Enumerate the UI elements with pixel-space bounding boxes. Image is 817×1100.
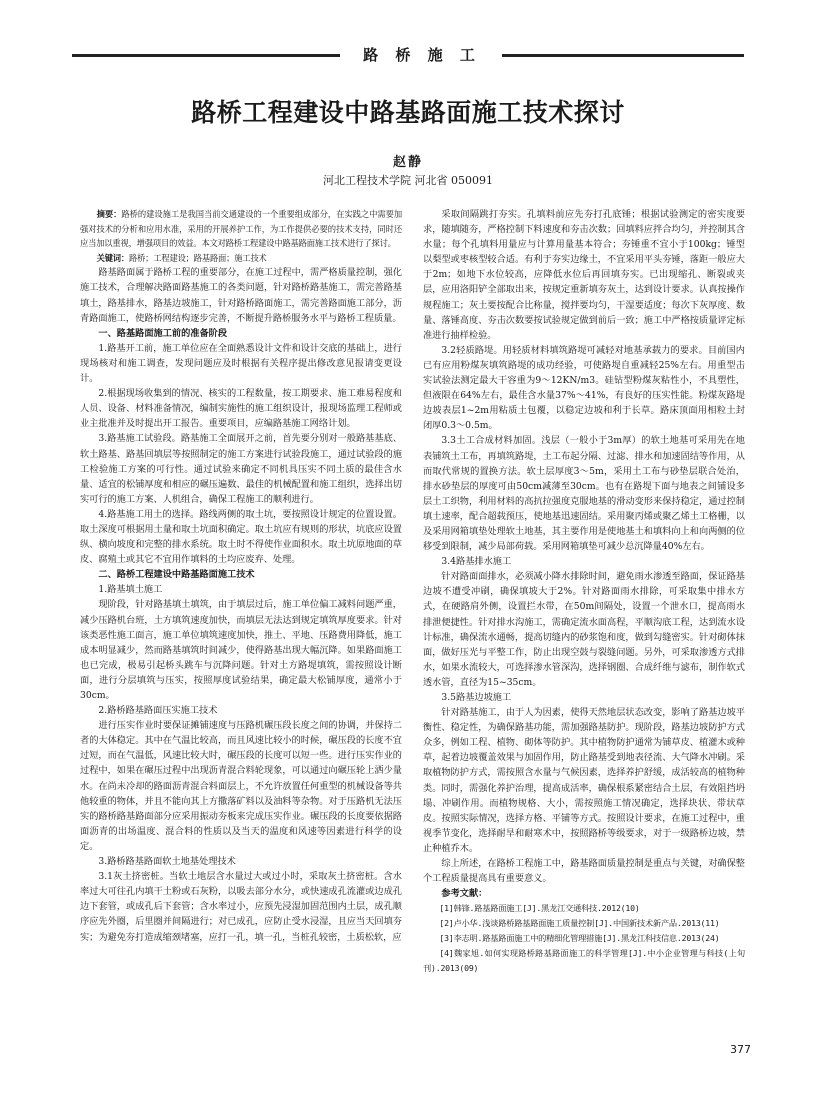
keywords	[80, 251, 402, 266]
paragraph: 采取间隔跳打夯实。孔填料前应先夯打孔底锤；根据试验测定的密实度要求，随填随夯，严格控制下料速度和夯击次数；回填料应拌合均匀，并控制其含水量；每个孔填料用量应与计算用量基本符合；夯锤重不宜小于100kg；锤型以梨型或枣核型较合适。有利于夯实边缘土，不宜采用平头夯锤，落距一般应大于2m；如地下水位较高，应降低水位后再回填夯实。已出现缩孔、断裂或夹层，应用洛阳铲全部取出来，按规定重新填夯灰土，达到设计要求。认真按操作规程施工；灰土要按配合比称量，搅拌要均匀，干湿要适度；每次下灰厚度、数量、落锤高度、夯击次数要按试验规定做到前后一致；施工中严格按质量评定标准进行抽样检验。	[423, 209, 745, 341]
journal-section-header	[72, 44, 744, 66]
left-body	[80, 265, 402, 944]
article-author: 赵静	[392, 155, 423, 170]
paragraph: 2.根据现场收集到的情况、核实的工程数量，按工期要求、施工难易程度和人员、设备、材料准备情况，编制实施性的施工组织设计，报现场监理工程师或业主批准并及时提出开工报告。重要项目，应编路基施工网络计划。	[80, 388, 402, 430]
left-column	[80, 207, 402, 945]
references-title: 参考文献：	[441, 888, 488, 900]
reference-item: [1]韩锋.路基路面施工[J].黑龙江交通科技.2012(10)	[439, 903, 640, 914]
keywords-text: 路桥；工程建设；路基路面；施工技术	[128, 252, 267, 263]
section-heading: 二、路桥工程建设中路基路面施工技术	[98, 569, 255, 581]
reference-item: [4]魏家旭.如何实现路桥路基路面施工的科学管理[J].中小企业管理与科技(上旬刊).2013(09)	[423, 947, 745, 973]
paragraph: 4.路基施工用土的选择。路线两侧的取土坑，要按照设计规定的位置设置。取土深度可根据用土量和取土坑面积确定。取土坑应有规则的形状，坑底应设置纵、横向坡度和完整的排水系统。取土时不得使作业面积水。取土坑原地面的草皮、腐殖土或其它不宜用作填料的土均应废弃、处理。	[80, 508, 402, 566]
paragraph: 3.1灰土挤密桩。当软土地层含水量过大或过小时，采取灰土挤密桩。含水率过大可往孔内填干土粉或石灰粉，以吸去部分水分，或快速成孔流灌或边成孔边下套管，或成孔后下套管；含水率过小，应预先浸湿加固范围内土层，成孔顺序应先外圈，后里圈并间隔进行；对已成孔，应防止受水浸湿，且应当天回填夯实；为避免夯打造成缩颈堵塞，应打一孔，填一孔，当桩孔较密，土质松软，应	[80, 871, 402, 943]
reference-list	[423, 901, 745, 975]
paragraph: 针对路面面排水，必须减小降水排除时间，避免雨水渗透至路面，保证路基边坡不遭受冲刷，确保填坡大于2%。针对路面雨水排除，可采取集中排水方式，在硬路肩外侧，设置拦水带，在50m间隔处，设置一个泄水口，提高雨水排泄便捷性。针对排水沟施工，需确定流水面高程，平顺沟底工程，达到流水设计标准，确保流水通畅，提高切缝内的砂浆饱和度，做到勾缝密实。针对砌体抹面，做好压光与平整工作，防止出现空鼓与裂缝问题。另外，可采取渗透方式排水，如果水流较大，可选择渗水管深沟，选择钢圈、合成纤维与滤布，制作软式透水管，直径为15~35cm。	[423, 571, 745, 688]
paragraph: 综上所述，在路桥工程施工中，路基路面质量控制是重点与关键，对确保整个工程质量提高具有重要意义。	[423, 858, 745, 885]
page-number: 377	[730, 1043, 751, 1056]
paragraph: 进行压实作业时要保证摊铺速度与压路机碾压段长度之间的协调，并保持二者的大体稳定。其中在气温比较高，而且风速比较小的时候，碾压段的长度不宜过短，而在气温低，风速比较大时，碾压段的长度可以短一些。进行压实作业的过程中，如果在碾压过程中出现沥青混合料轮现象，可以通过向碾压轮上洒少量水。在尚未冷却的路面沥青混合料面层上，不允许放置任何重型的机械设备等共他较重的物体，并且不能向其上方撒落矿料以及油料等杂物。对于压路机无法压实的路桥路基路面部分应采用振动夯板来完成压实作业。碾压段的长度要依据路面沥青的出场温度、混合料的性质以及当天的温度和风速等因素进行科学的设定。	[80, 720, 402, 852]
keywords-label: 关键词：	[96, 252, 129, 263]
reference-item: [2]卢小华.浅谈路桥路基路面施工质量控制[J].中国新技术新产品.2013(11)	[439, 918, 720, 929]
paragraph: 3.3土工合成材料加固。浅层（一般小于3m厚）的软土地基可采用先在地表铺筑土工布，再填筑路堤，土工布起分隔、过滤、排水和加速固结等作用，从而取代常规的置换方法。软土层厚度3～5m，采用土工布与砂垫层联合处治，排水砂垫层的厚度可由50cm减薄至30cm。也有在路堤下面与地表之间铺设多层土工织物，利用材料的高抗拉强度克服地基的滑动变形来保持稳定，通过控制填土速率，配合超载预压，使地基迅速固结。采用聚丙烯或聚乙烯土工格栅，以及采用网箱填垫处理软土地基，其主要作用是使地基土和填料向上和向两侧的位移受到限制，减少局部荷载。采用网箱填垫可减少总沉降量40%左右。	[423, 435, 745, 553]
section-heading: 3.路桥路基路面软土地基处理技术	[98, 856, 236, 868]
reference-item: [3]李志明.路基路面施工中的精细化管理措施[J].黑龙江科技信息.2013(24)	[439, 932, 720, 943]
section-heading: 1.路基填土施工	[98, 584, 163, 596]
paragraph: 1.路基开工前，施工单位应在全面熟悉设计文件和设计交底的基础上，进行现场核对和施工调查，发现问题应及时根据有关程序提出修改意见报请变更设计。	[80, 342, 402, 385]
article-title: 路桥工程建设中路基路面施工技术探讨	[191, 98, 625, 127]
section-heading: 一、路基路面施工前的准备阶段	[98, 327, 228, 339]
abstract	[80, 207, 402, 251]
right-body	[423, 207, 745, 886]
header-rule-right	[502, 54, 744, 57]
section-heading: 3.4路基排水施工	[441, 556, 512, 568]
paragraph: 3.2轻质路堤。用轻质材料填筑路堤可减轻对地基承载力的要求。目前国内已有应用粉煤灰填筑路堤的成功经验，可使路堤自重减轻25%左右。用重型击实试验法测定最大干容重为9～12KN/m3。硅钻型粉煤灰粘性小，不具塑性，但液限在64%左右，最佳含水量37%～41%，有良好的压实性能。粉煤灰路堤边坡表层1~2m用粘质土包覆，以稳定边坡和利于长草。路床顶面用相粒土封闭厚0.3～0.5m。	[423, 344, 745, 432]
paragraph: 路基路面属于路桥工程的重要部分，在施工过程中，需严格质量控制，强化施工技术，合理解决路面路基施工的各类问题，针对路桥路基施工，需完善路基填土，路基排水，路基边坡施工，针对路桥路面施工，需完善路面施工部分，沥青路面施工，使路桥网结构逐步完善，不断提升路桥服务水平与路桥工程质量。	[80, 267, 402, 324]
section-label: 路 桥 施 工	[363, 46, 481, 64]
author-affiliation: 河北工程技术学院 河北省 050091	[323, 174, 493, 187]
right-column	[423, 207, 745, 975]
abstract-label: 摘要：	[96, 209, 122, 219]
paragraph: 3.路基施工试验段。路基施工全面展开之前，首先要分别对一般路基基底、软土路基、路基回填层等按照制定的施工方案进行试验段施工，通过试验段的施工检验施工方案的可行性。通过试验来确定不同机具压实不同土质的最佳含水量、适宜的松铺厚度和相应的碾压遍数、最佳的机械配置和施工组织，选择出切实可行的施工方案、人机组合，确保工程施工的顺利进行。	[80, 433, 402, 505]
paragraph: 针对路基施工，由于人为因素，使得天然地层状态改变，影响了路基边坡平衡性、稳定性，为确保路基功能，需加强路基防护。现阶段，路基边坡防护方式众多，例如工程、植物、砌体等防护。其中植物防护通常为铺草皮、植灌木或种草，起着边坡覆盖效果与加固作用，防止路基受到地表径流、大气降水冲刷。采取植物防护方式，需按照含水量与气候因素，选择养护舒缓，成活较高的植物种类。同时，需强化养护治理，提高成活率，确保根系紧密结合土层，有效阻挡坍塌、冲刷作用。而植物规格、大小，需按照施工情况确定，选择块状、带状草皮。按照实际情况，选择方格、平铺等方式。按照设计要求，在施工过程中，重视季节变化，选择耐旱和耐寒术中，按照路桥等级要求，对于一级路桥边坡，禁止种植乔木。	[423, 707, 745, 854]
abstract-text: 路桥的建设施工是我国当前交通建设的一个重要组成部分，在实践之中需要加强对技术的分析和应用水准，采用的开展养护工作，为工作提供必要的技术支持，同时还应当加以重视，增强项目的效益。本文对路桥工程建设中路基路面施工技术进行了探讨。	[80, 209, 402, 249]
paragraph: 现阶段，针对路基填土填筑，由于填层过后，施工单位偏工减料问题严重，减少压路机台班，土方填筑速度加快，而填层无法达到规定填筑厚度要求。针对该类恶性施工面言，施工单位填筑速度加快，推土、平地、压路费用降低，施工成本明显减少，然而路基填筑时间减少，使得路基出现大幅沉降。如果路面施工也已完成，极易引起桥头跳车与沉降问题。针对土方路堤填筑，需按照设计断面，进行分层填筑与压实，按照厚度试验结果，确定最大松铺厚度，通常小于30cm。	[80, 599, 402, 701]
header-rule-left	[72, 54, 340, 57]
section-heading: 3.5路基边坡施工	[441, 692, 512, 703]
section-heading: 2.路桥路基路面压实施工技术	[98, 705, 218, 717]
